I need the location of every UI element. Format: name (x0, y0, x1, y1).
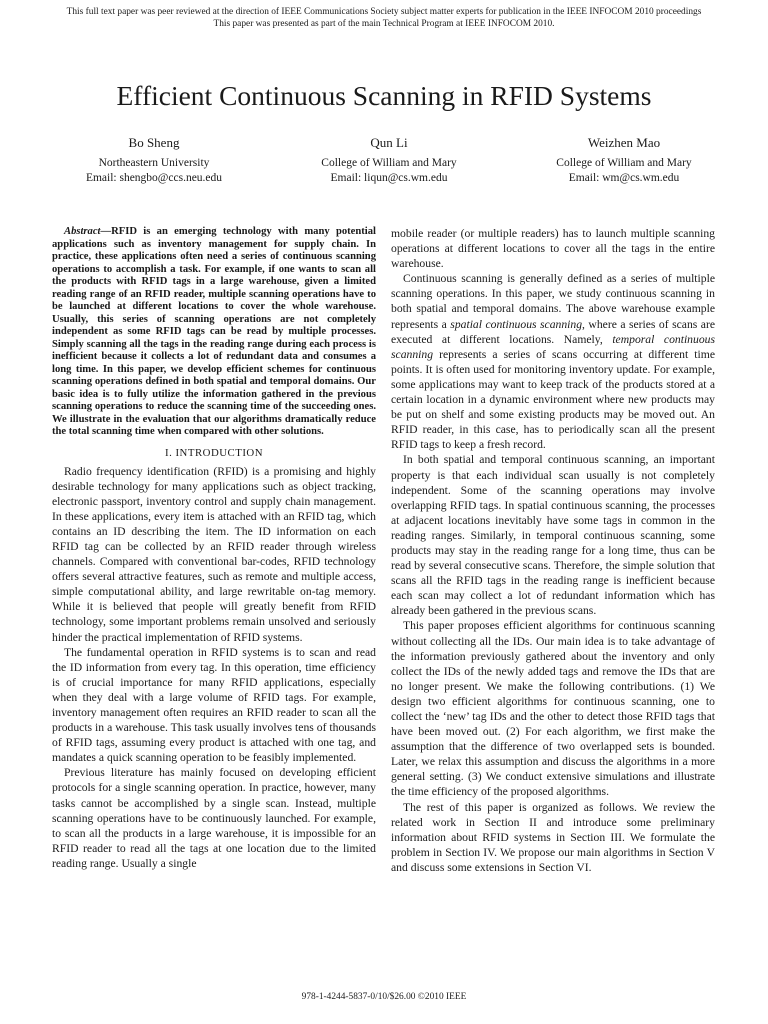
copyright-footer: 978-1-4244-5837-0/10/$26.00 ©2010 IEEE (301, 992, 467, 1002)
author-affiliation: College of William and Mary (556, 157, 692, 169)
author-email: Email: shengbo@ccs.neu.edu (85, 172, 223, 184)
left-column (52, 226, 376, 871)
intro-paragraph: The fundamental operation in RFID systems is to scan and read the ID information from every tag. In this operation, time efficiency is of crucial importance for many RFID applications, especially when they deal with a large volume of RFID tags. For example, inventory management often requires an RFID reader to scan all the products in a warehouse. This task usually involves tens of thousands of RFID tags, assuming every product is attached with one tag, and mandates a quick scanning operation to be feasibly implemented. (52, 645, 376, 765)
right-column (391, 226, 715, 875)
text-run: Continuous scanning is generally defined as a series of multiple scanning operations. In this paper, we study continuous scanning in both spatial and temporal domains. The above warehouse example represents a (391, 272, 715, 331)
author-block (64, 134, 714, 186)
peer-review-notice (0, 6, 768, 30)
intro-paragraph: The rest of this paper is organized as follows. We review the related work in Section II and introduce some preliminary information about RFID systems in Section III. We formulate the problem in Section IV. We propose our main algorithms in Section V and discuss some extensions in Section VI. (391, 800, 715, 874)
abstract (52, 226, 376, 439)
notice-line-1: This full text paper was peer reviewed at the direction of IEEE Communications Society subject matter experts for publication in the IEEE INFOCOM 2010 proceedings (66, 7, 702, 17)
emphasis-temporal: temporal continuous scanning (391, 332, 715, 361)
section-heading-introduction: I. INTRODUCTION (164, 446, 264, 459)
intro-paragraph: Radio frequency identification (RFID) is a promising and highly desirable technology for many applications such as object tracking, electronic passport, inventory control and supply chain management. In these applications, every item is attached with an RFID tag, which contains an ID describing the item. The ID information on each RFID tag can be collected by an RFID reader through wireless channels. Compared with conventional bar-codes, RFID technology offers several attractive features, such as remote and multiple access, simple computational ability, and large rewritable on-tag memory. While it is believed that people will greatly benefit from RFID technology, some important problems remain unsolved and seriously hinder the practical implementation of RFID systems. (52, 464, 376, 644)
notice-line-2: This paper was presented as part of the main Technical Program at IEEE INFOCOM 2010. (213, 19, 555, 29)
author-3 (534, 134, 714, 186)
intro-paragraph: In both spatial and temporal continuous scanning, an important property is that each individual scan usually is not completely independent. Some of the scanning operations may involve overlapping RFID tags. In spatial continuous scanning, the processes at adjacent locations inevitably have some tags in common in the reading ranges. Similarly, in temporal continuous scanning, some products may stay in the reading range for a long time, thus can be read by several consecutive scans. Therefore, the simple solution that scans all the RFID tags in the reading range is inefficient because each scan may collect a lot of redundant information which has already been gathered in the previous scans. (391, 453, 715, 618)
abstract-label: Abstract (64, 226, 101, 237)
paper-title: Efficient Continuous Scanning in RFID Systems (116, 80, 652, 111)
text-run: , where a series of scans are executed at different locations. Namely, (391, 317, 715, 346)
intro-paragraph-continued: mobile reader (or multiple readers) has to launch multiple scanning operations at different locations to cover all the tags in the entire warehouse. (391, 227, 715, 271)
author-2 (299, 134, 479, 186)
author-name: Qun Li (370, 135, 408, 150)
text-run: represents a series of scans occurring at different time points. It is often used for monitoring inventory update. For example, some applications may want to keep track of the products stored at a certain location in a dynamic environment where new products may be put on shelf and some existing products may be moved out. An RFID reader, in this case, has to periodically scan all the present RFID tags to keep a fresh record. (391, 347, 715, 452)
intro-paragraph (391, 271, 715, 452)
author-name: Weizhen Mao (587, 135, 661, 150)
author-1 (64, 134, 244, 186)
intro-paragraph: This paper proposes efficient algorithms for continuous scanning without collecting all the IDs. Our main idea is to take advantage of the information previously gathered about the inventory and only collect the IDs of the newly added tags and remove the IDs that are no longer present. We make the following contributions. (1) We design two efficient algorithms for continuous scanning, one to collect the ‘new’ tag IDs and the other to detect those RFID tags that have been moved out. (2) For each algorithm, we first make the assumption that the difference of two overlapped sets is bounded. Later, we relax this assumption and discuss the algorithms in a more general setting. (3) We conduct extensive simulations and illustrate the time efficiency of the proposed algorithms. (391, 619, 715, 799)
author-email: Email: liqun@cs.wm.edu (330, 172, 448, 184)
abstract-text: —RFID is an emerging technology with many potential applications such as inventory management for supply chain. In practice, these applications often need a series of continuous scanning operations to accomplish a task. For example, if one wants to scan all the products with RFID tags in a large warehouse, given a limited reading range of an RFID reader, multiple scanning operations have to be launched at different locations to cover the whole warehouse. Usually, this series of scanning operations are not completely independent as some RFID tags can be read by multiple processes. Simply scanning all the tags in the reading range during each process is inefficient because it collects a lot of redundant data and consumes a long time. In this paper, we develop efficient schemes for continuous scanning operations defined in both spatial and temporal domains. Our basic idea is to fully utilize the information gathered in the previous scanning operations to reduce the scanning time of the succeeding ones. We illustrate in the evaluation that our algorithms dramatically reduce the total scanning time when compared with other solutions. (52, 226, 376, 437)
emphasis-spatial: spatial continuous scanning (450, 317, 583, 331)
author-affiliation: College of William and Mary (321, 157, 457, 169)
author-email: Email: wm@cs.wm.edu (568, 172, 680, 184)
author-affiliation: Northeastern University (98, 157, 210, 169)
intro-paragraph: Previous literature has mainly focused on developing efficient protocols for a single scanning operation. In practice, however, many tasks cannot be accomplished by a single scan. Instead, multiple scanning operations have to be continuously launched. For example, to scan all the products in a large warehouse, it is impossible for an RFID reader to read all the tags at one location due to the limited reading range. Usually a single (52, 766, 376, 870)
author-name: Bo Sheng (128, 135, 180, 150)
